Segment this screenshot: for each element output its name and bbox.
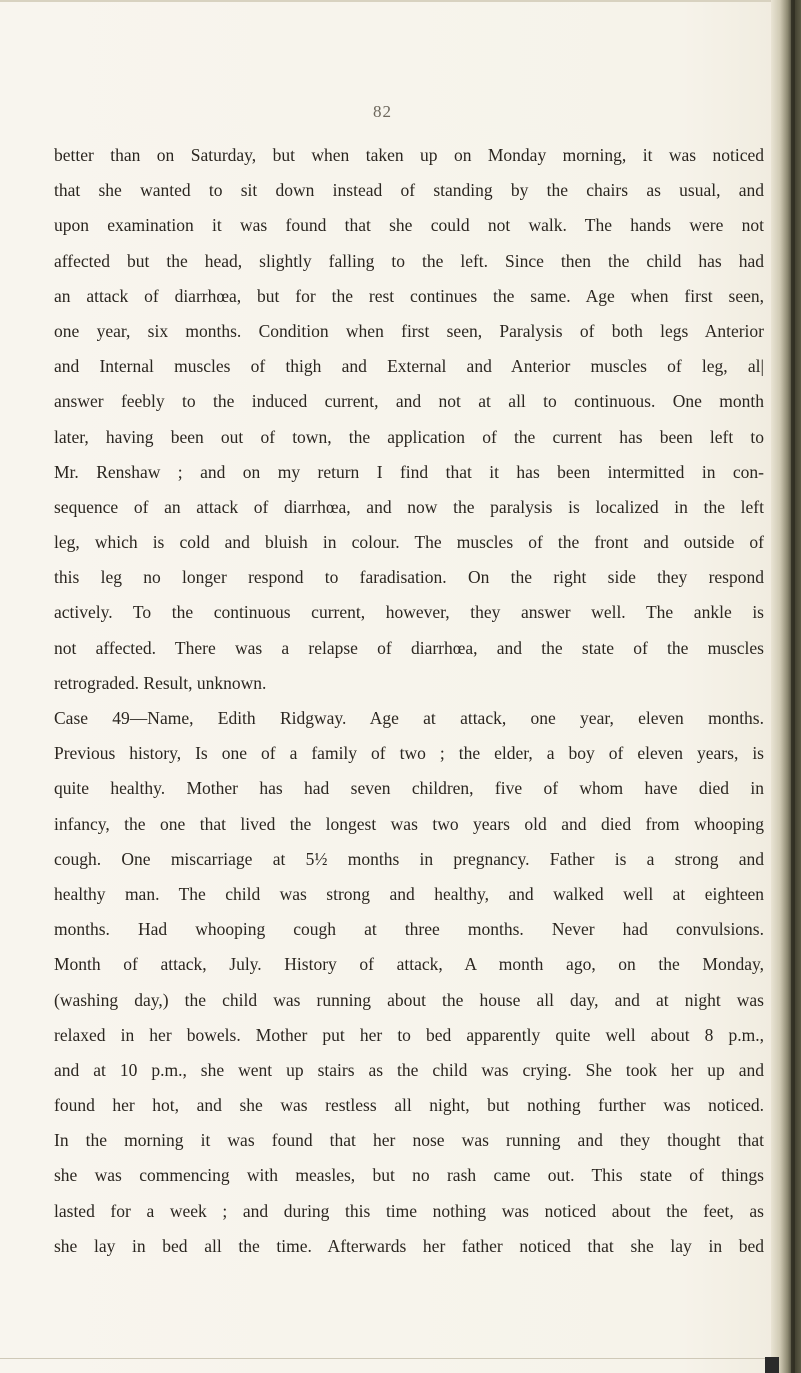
text-line: lasted for a week ; and during this time nothing was noticed about the feet, as	[54, 1200, 764, 1221]
text-line: she lay in bed all the time. Afterwards her father noticed that she lay in bed	[54, 1235, 764, 1256]
text-line: cough. One miscarriage at 5½ months in pregnancy. Father is a strong and	[54, 848, 764, 869]
text-line: sequence of an attack of diarrhœa, and now the paralysis is localized in the left	[54, 496, 764, 517]
text-line: she was commencing with measles, but no rash came out. This state of things	[54, 1165, 764, 1186]
text-line: this leg no longer respond to faradisation. On the right side they respond	[54, 567, 764, 588]
text-line: answer feebly to the induced current, and not at all to continuous. One month	[54, 391, 764, 412]
text-line: healthy man. The child was strong and healthy, and walked well at eighteen	[54, 883, 764, 904]
body-text	[54, 138, 764, 1264]
text-line: an attack of diarrhœa, but for the rest continues the same. Age when first seen,	[54, 285, 764, 306]
text-line: Mr. Renshaw ; and on my return I find that it has been intermitted in con-	[54, 461, 764, 482]
text-line: retrograded. Result, unknown.	[54, 672, 267, 693]
text-line: and Internal muscles of thigh and External and Anterior muscles of leg, al|	[54, 356, 764, 377]
corner-mark	[765, 1357, 779, 1373]
text-line: later, having been out of town, the application of the current has been left to	[54, 426, 764, 447]
text-line: (washing day,) the child was running about the house all day, and at night was	[54, 989, 764, 1010]
text-line: upon examination it was found that she could not walk. The hands were not	[54, 215, 764, 236]
text-line: that she wanted to sit down instead of standing by the chairs as usual, and	[54, 180, 764, 201]
text-line: In the morning it was found that her nose was running and they thought that	[54, 1130, 764, 1151]
text-line: Previous history, Is one of a family of two ; the elder, a boy of eleven years, is	[54, 743, 764, 764]
text-line: affected but the head, slightly falling to the left. Since then the child has had	[54, 250, 764, 271]
text-line: found her hot, and she was restless all night, but nothing further was noticed.	[54, 1095, 764, 1116]
text-line: better than on Saturday, but when taken up on Monday morning, it was noticed	[54, 145, 764, 165]
text-line: Month of attack, July. History of attack, A month ago, on the Monday,	[54, 954, 764, 975]
text-line: actively. To the continuous current, however, they answer well. The ankle is	[54, 602, 764, 623]
bottom-page-edge	[0, 1358, 775, 1359]
binding-shadow	[791, 0, 795, 1373]
page-binding-edge	[771, 0, 801, 1373]
page-number: 82	[373, 102, 392, 121]
text-line: quite healthy. Mother has had seven children, five of whom have died in	[54, 778, 764, 799]
text-line: Case 49—Name, Edith Ridgway. Age at attack, one year, eleven months.	[54, 708, 764, 728]
text-line: months. Had whooping cough at three months. Never had convulsions.	[54, 919, 764, 940]
text-line: not affected. There was a relapse of diarrhœa, and the state of the muscles	[54, 637, 764, 658]
top-page-edge	[0, 0, 780, 2]
text-line: and at 10 p.m., she went up stairs as the child was crying. She took her up and	[54, 1059, 764, 1080]
text-line: leg, which is cold and bluish in colour. The muscles of the front and outside of	[54, 532, 764, 553]
text-line: relaxed in her bowels. Mother put her to bed apparently quite well about 8 p.m.,	[54, 1024, 764, 1045]
text-line: infancy, the one that lived the longest was two years old and died from whooping	[54, 813, 764, 834]
text-line: one year, six months. Condition when first seen, Paralysis of both legs Anterior	[54, 320, 764, 341]
